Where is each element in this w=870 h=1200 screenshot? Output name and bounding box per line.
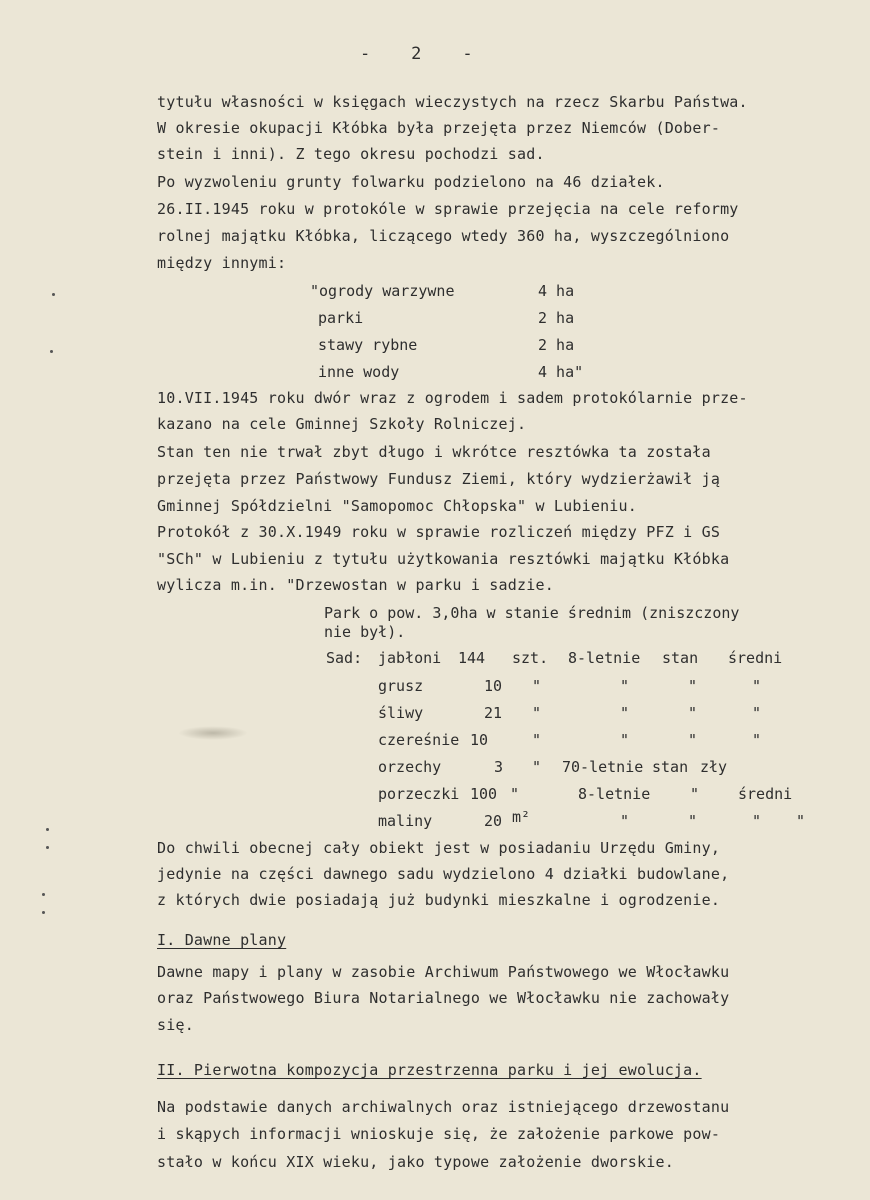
orchard-age: " xyxy=(620,704,630,722)
orchard-c2: " xyxy=(752,731,762,749)
body-line-18: z których dwie posiadają już budynki mieszkalne i ogrodzenie. xyxy=(157,891,721,909)
orchard-count: 20 xyxy=(484,812,503,830)
orchard-c2: " xyxy=(752,704,762,722)
ink-smudge xyxy=(178,726,248,740)
orchard-unit: " xyxy=(532,704,542,722)
orchard-count: 100 xyxy=(470,785,498,803)
orchard-unit: " xyxy=(532,731,542,749)
body-line-15: wylicza m.in. "Drzewostan w parku i sadzie. xyxy=(157,576,554,594)
body-line-8: 10.VII.1945 roku dwór wraz z ogrodem i sadem protokólarnie prze- xyxy=(157,389,748,407)
orchard-name: grusz xyxy=(378,677,424,695)
land-value: 2 ha xyxy=(538,336,575,354)
orchard-unit: " xyxy=(510,785,520,803)
section-2-line-2: i skąpych informacji wnioskuje się, że założenie parkowe pow- xyxy=(157,1125,721,1143)
orchard-name: orzechy xyxy=(378,758,442,776)
section-2-heading: II. Pierwotna kompozycja przestrzenna parku i jej ewolucja. xyxy=(157,1061,702,1079)
margin-dot xyxy=(42,911,45,914)
margin-dot xyxy=(42,893,45,896)
orchard-label: Sad: xyxy=(326,649,363,667)
orchard-count: 3 xyxy=(494,758,504,776)
orchard-c1: " xyxy=(690,785,700,803)
orchard-age: 70-letnie xyxy=(562,758,644,776)
section-2-line-1: Na podstawie danych archiwalnych oraz istniejącego drzewostanu xyxy=(157,1098,730,1116)
orchard-name: jabłoni xyxy=(378,649,442,667)
section-1-heading: I. Dawne plany xyxy=(157,931,287,949)
body-line-14: "SCh" w Lubieniu z tytułu użytkowania resztówki majątku Kłóbka xyxy=(157,550,730,568)
orchard-c1: stan xyxy=(662,649,699,667)
orchard-name: maliny xyxy=(378,812,433,830)
margin-dot xyxy=(52,293,55,296)
park-line-1: Park o pow. 3,0ha w stanie średnim (zniszczony xyxy=(324,604,740,622)
orchard-c2: " xyxy=(752,812,762,830)
section-1-line-1: Dawne mapy i plany w zasobie Archiwum Państwowego we Włocławku xyxy=(157,963,730,981)
orchard-name: śliwy xyxy=(378,704,424,722)
orchard-name: porzeczki xyxy=(378,785,460,803)
orchard-c1: stan xyxy=(652,758,689,776)
page-number: - 2 - xyxy=(360,44,473,64)
orchard-c1: " xyxy=(688,704,698,722)
body-line-6: rolnej majątku Kłóbka, liczącego wtedy 360 ha, wyszczególniono xyxy=(157,227,730,245)
section-1-line-3: się. xyxy=(157,1016,194,1034)
orchard-age: " xyxy=(620,812,630,830)
land-name: parki xyxy=(318,309,364,327)
body-line-7: między innymi: xyxy=(157,254,287,272)
orchard-c2: zły xyxy=(700,758,728,776)
body-line-10: Stan ten nie trwał zbyt długo i wkrótce resztówka ta została xyxy=(157,443,711,461)
orchard-age: " xyxy=(620,677,630,695)
park-line-2: nie był). xyxy=(324,623,406,641)
land-value: 2 ha xyxy=(538,309,575,327)
orchard-count: 10 xyxy=(470,731,489,749)
orchard-c1: " xyxy=(688,812,698,830)
orchard-unit: " xyxy=(532,677,542,695)
land-name: inne wody xyxy=(318,363,400,381)
body-line-5: 26.II.1945 roku w protokóle w sprawie przejęcia na cele reformy xyxy=(157,200,739,218)
margin-dot xyxy=(46,846,49,849)
orchard-count: 10 xyxy=(484,677,503,695)
orchard-c2: " xyxy=(752,677,762,695)
orchard-c2: średni xyxy=(738,785,793,803)
body-line-1: tytułu własności w księgach wieczystych na rzecz Skarbu Państwa. xyxy=(157,93,748,111)
orchard-unit: szt. xyxy=(512,649,549,667)
orchard-age: 8-letnie xyxy=(578,785,651,803)
body-line-3: stein i inni). Z tego okresu pochodzi sad. xyxy=(157,145,545,163)
body-line-4: Po wyzwoleniu grunty folwarku podzielono na 46 działek. xyxy=(157,173,665,191)
section-1-line-2: oraz Państwowego Biura Notarialnego we Włocławku nie zachowały xyxy=(157,989,730,1007)
orchard-count: 144 xyxy=(458,649,486,667)
body-line-17: jedynie na części dawnego sadu wydzielono 4 działki budowlane, xyxy=(157,865,730,883)
body-line-16: Do chwili obecnej cały obiekt jest w posiadaniu Urzędu Gminy, xyxy=(157,839,721,857)
orchard-c1: " xyxy=(688,677,698,695)
land-value: 4 ha" xyxy=(538,363,584,381)
land-value: 4 ha xyxy=(538,282,575,300)
margin-dot xyxy=(50,350,53,353)
orchard-age: 8-letnie xyxy=(568,649,641,667)
margin-dot xyxy=(46,828,49,831)
body-line-2: W okresie okupacji Kłóbka była przejęta przez Niemców (Dober- xyxy=(157,119,721,137)
orchard-age: " xyxy=(620,731,630,749)
orchard-name: czereśnie xyxy=(378,731,460,749)
land-name: stawy rybne xyxy=(318,336,418,354)
orchard-c1: " xyxy=(688,731,698,749)
orchard-count: 21 xyxy=(484,704,503,722)
orchard-unit: " xyxy=(532,758,542,776)
body-line-13: Protokół z 30.X.1949 roku w sprawie rozliczeń między PFZ i GS xyxy=(157,523,721,541)
orchard-c3: " xyxy=(796,812,806,830)
body-line-11: przejęta przez Państwowy Fundusz Ziemi, który wydzierżawił ją xyxy=(157,470,721,488)
body-line-9: kazano na cele Gminnej Szkoły Rolniczej. xyxy=(157,415,527,433)
land-name: "ogrody warzywne xyxy=(310,282,455,300)
orchard-unit: m² xyxy=(512,808,531,826)
section-2-line-3: stało w końcu XIX wieku, jako typowe założenie dworskie. xyxy=(157,1153,674,1171)
orchard-c2: średni xyxy=(728,649,783,667)
body-line-12: Gminnej Spółdzielni "Samopomoc Chłopska" w Lubieniu. xyxy=(157,497,637,515)
